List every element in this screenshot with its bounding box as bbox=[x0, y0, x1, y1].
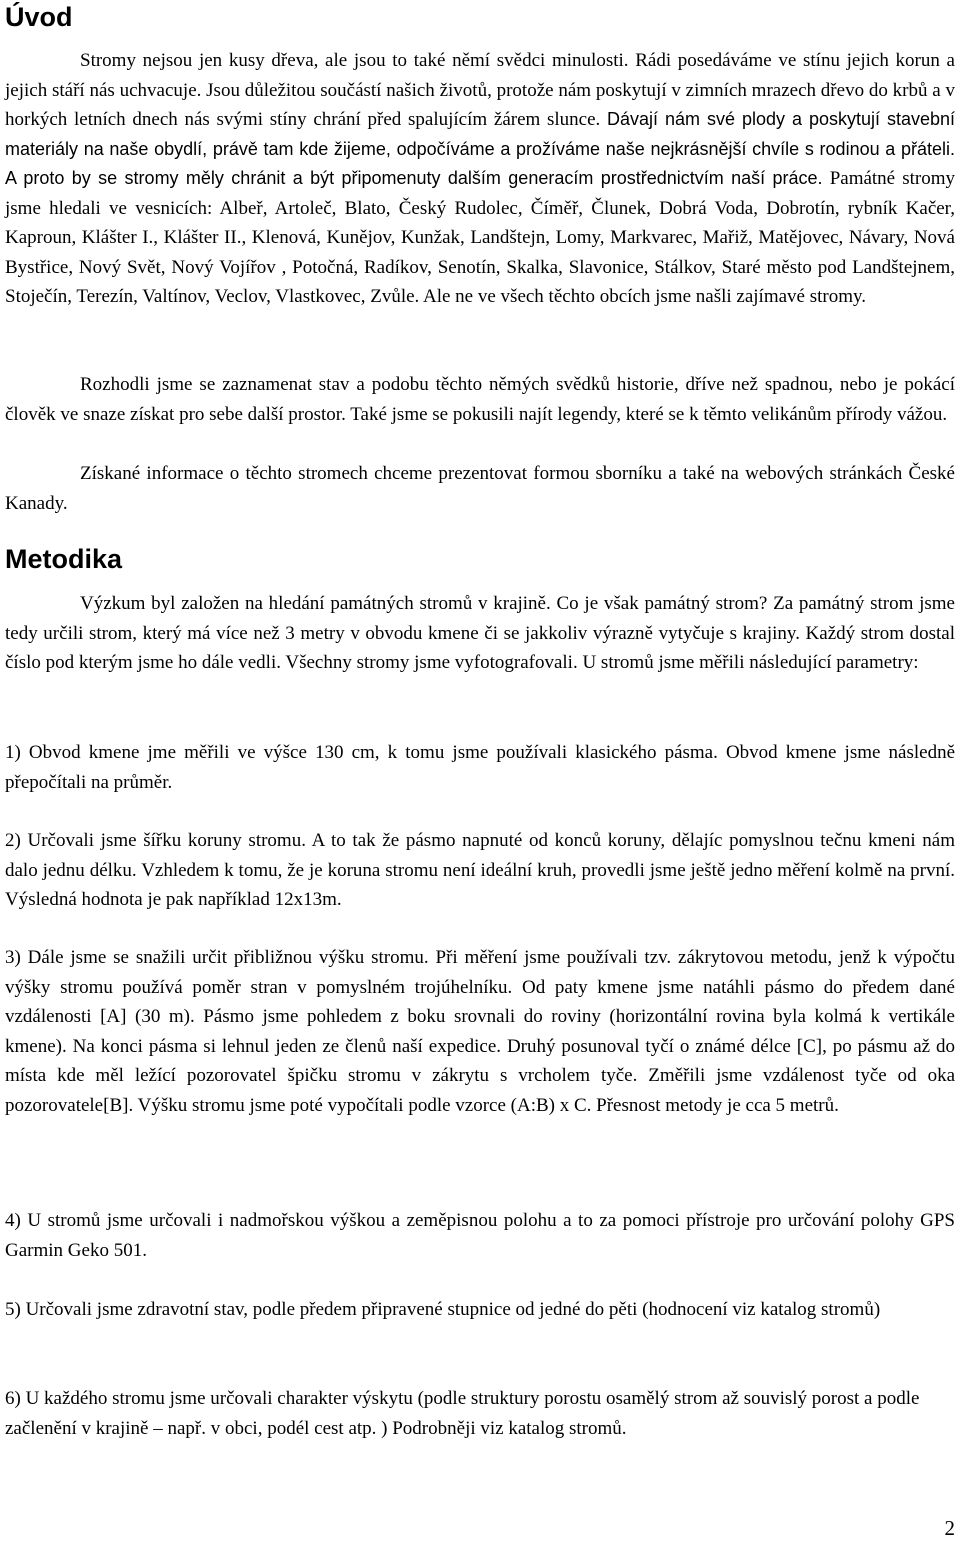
intro-paragraph-3-text: Získané informace o těchto stromech chceme prezentovat formou sborníku a také na webových stránkách České Kanady. bbox=[5, 463, 955, 514]
intro-paragraph-2-text: Rozhodli jsme se zaznamenat stav a podobu těchto němých svědků historie, dříve než spadnou, nebo je pokácí člověk ve snaze získat pro sebe další prostor. Také jsme se pokusili najít legendy, které se k těmto velikánům přírody vážou. bbox=[5, 374, 955, 425]
method-item-6: 6) U každého stromu jsme určovali charakter výskytu (podle struktury porostu osamělý strom až souvislý porost a podle začlenění v krajině – např. v obci, podél cest atp. ) Podrobněji viz katalog stromů. bbox=[5, 1388, 920, 1439]
intro-paragraph-3 bbox=[5, 459, 955, 518]
method-item-3: 3) Dále jsme se snažili určit přibližnou výšku stromu. Při měření jsme používali tzv. zákrytovou metodu, jenž k výpočtu výšky stromu používá poměr stran v pomyslném trojúhelníku. Od paty kmene jsme natáhli pásmo do předem dané vzdálenosti [A] (30 m). Pásmo jsme pohledem z boku srovnali do roviny (horizontální rovina byla kolmá k vertikále kmene). Na konci pásma si lehnul jeden ze členů naší expedice. Druhý posunoval tyčí o známé délce [C], po pásmu až do místa kde měl ležící pozorovatel špičku stromu v zákrytu s vrcholem tyče. Změřili jsme vzdálenost tyče od oka pozorovatele[B]. Výšku stromu jsme poté vypočítali podle vzorce (A:B) x C. Přesnost metody je cca 5 metrů. bbox=[5, 947, 955, 1116]
method-item-4: 4) U stromů jsme určovali i nadmořskou výškou a zeměpisnou polohu a to za pomoci přístroje pro určování polohy GPS Garmin Geko 501. bbox=[5, 1210, 955, 1261]
method-item-1: 1) Obvod kmene jme měřili ve výšce 130 cm, k tomu jsme používali klasického pásma. Obvod kmene jsme následně přepočítali na průměr. bbox=[5, 742, 955, 793]
method-paragraph-1 bbox=[5, 589, 955, 678]
intro-paragraph-2 bbox=[5, 370, 955, 429]
intro-paragraph-1-part-b: Dávají nám své plody a poskytují stavební materiály na naše obydlí, právě tam kde žijeme, odpočíváme a prožíváme naše nejkrásnější chvíle s rodinou a přáteli. A proto by se stromy měly chránit a být připomenuty dalším generacím prostřednictvím naší práce. bbox=[5, 109, 956, 188]
intro-paragraph-1 bbox=[5, 46, 955, 312]
method-item-2: 2) Určovali jsme šířku koruny stromu. A to tak že pásmo napnuté od konců koruny, dělajíc pomyslnou tečnu kmeni nám dalo jednu délku. Vzhledem k tomu, že je koruna stromu není ideální kruh, provedli jsme ještě jedno měření kolmě na první. Výsledná hodnota je pak například 12x13m. bbox=[5, 830, 955, 910]
method-paragraph-1-text: Výzkum byl založen na hledání památných stromů v krajině. Co je však památný strom? Za památný strom jsme tedy určili strom, který má více než 3 metry v obvodu kmene či se jakkoliv výrazně vytyčuje s krajiny. Každý strom dostal číslo pod kterým jsme ho dále vedli. Všechny stromy jsme vyfotografovali. U stromů jsme měřili následující parametry: bbox=[5, 593, 955, 673]
intro-heading: Úvod bbox=[5, 2, 73, 32]
page-number: 2 bbox=[944, 1516, 955, 1540]
intro-paragraph-1-part-a: Stromy nejsou jen kusy dřeva, ale jsou to také němí svědci minulosti. Rádi posedáváme ve stínu jejich korun a jejich stáří nás uchvacuje. Jsou důležitou součástí našich životů, protože nám poskytují v zimních mrazech dřevo do krbů a v horkých letních dnech nás svými stíny chrání před spalujícím žárem slunce. bbox=[5, 50, 955, 130]
intro-paragraph-1-part-c: Památné stromy jsme hledali ve vesnicích: Albeř, Artoleč, Blato, Český Rudolec, Číměř, Člunek, Dobrá Voda, Dobrotín, rybník Kačer, Kaproun, Klášter I., Klášter II., Klenová, Kunějov, Kunžak, Landštejn, Lomy, Markvarec, Mařiž, Matějovec, Návary, Nová Bystřice, Nový Svět, Nový Vojířov , Potočná, Radíkov, Senotín, Skalka, Slavonice, Stálkov, Staré město pod Landštejnem, Stoječín, Terezín, Valtínov, Veclov, Vlastkovec, Zvůle. Ale ne ve všech těchto obcích jsme našli zajímavé stromy. bbox=[5, 168, 956, 307]
method-heading: Metodika bbox=[5, 544, 123, 574]
method-item-5: 5) Určovali jsme zdravotní stav, podle předem připravené stupnice od jedné do pěti (hodnocení viz katalog stromů) bbox=[5, 1299, 881, 1320]
